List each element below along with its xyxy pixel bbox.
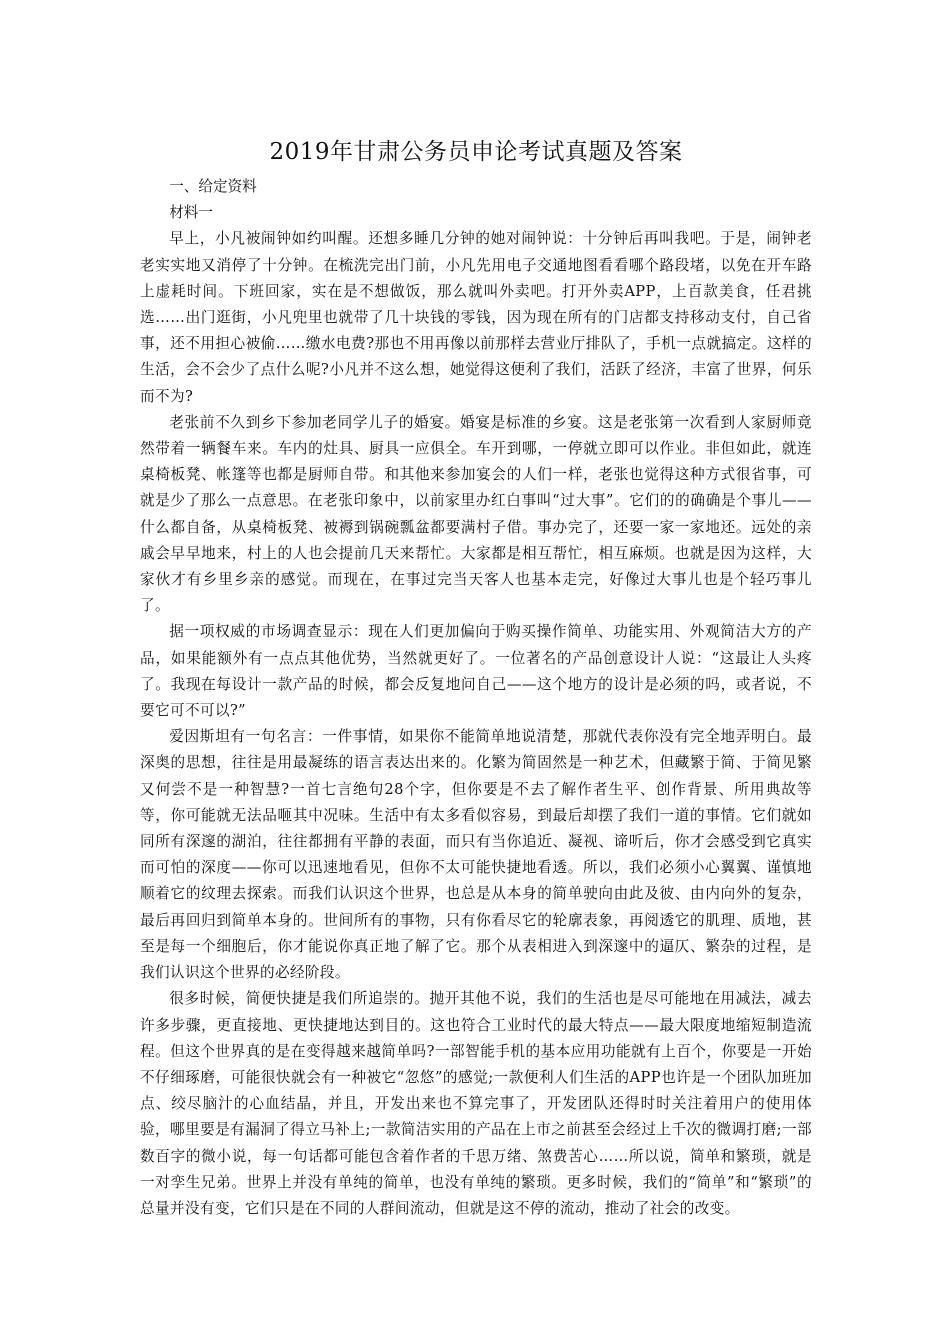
paragraph-einstein-quote: 爱因斯坦有一句名言：一件事情，如果你不能简单地说清楚，那就代表你没有完全地弄明白。最深奥的思想，往往是用最凝练的语言表达出来的。化繁为简固然是一种艺术，但藏繁于简、于简见繁又何尝不是一种智慧?一首七言绝句28个字，但你要是不去了解作者生平、创作背景、所用典故等等，你可能就无法品咂其中况味。生活中有太多看似容易，到最后却摆了我们一道的事情。它们就如同所有深邃的湖泊，往往都拥有平静的表面，而只有当你追近、凝视、谛听后，你才会感受到它真实而可怕的深度——你可以迅速地看见，但你不太可能快捷地看透。所以，我们必须小心翼翼、谨慎地顺着它的纹理去探索。而我们认识这个世界，也总是从本身的简单驶向由此及彼、由内向外的复杂，最后再回归到简单本身的。世间所有的事物，只有你看尽它的轮廓表象，再阅透它的肌理、质地，甚至是每一个细胞后，你才能说你真正地了解了它。那个从表相进入到深邃中的逼仄、繁杂的过程，是我们认识这个世界的必经阶段。: [140, 728, 812, 982]
paragraph-market-survey: 据一项权威的市场调查显示：现在人们更加偏向于购买操作简单、功能实用、外观简洁大方的产品，如果能额外有一点点其他优势，当然就更好了。一位著名的产品创意设计人说：“这最让人头疼了。我现在每设计一款产品的时候，都会反复地问自己——这个地方的设计是必须的吗，或者说，不要它可不可以?”: [140, 623, 812, 720]
document-page: [140, 132, 812, 1222]
document-title: 2019年甘肃公务员申论考试真题及答案: [269, 139, 683, 165]
paragraph-simplicity-complexity: 很多时候，简便快捷是我们所追崇的。抛开其他不说，我们的生活也是尽可能地在用减法，减去许多步骤，更直接地、更快捷地达到目的。这也符合工业时代的最大特点——最大限度地缩短制造流程。但这个世界真的是在变得越来越简单吗?一部智能手机的基本应用功能就有上百个，你要是一开始不仔细琢磨，可能很快就会有一种被它“忽悠”的感觉;一款便利人们生活的APP也许是一个团队加班加点、绞尽脑汁的心血结晶，并且，开发出来也不算完事了，开发团队还得时时关注着用户的使用体验，哪里要是有漏洞了得立马补上;一款简洁实用的产品在上市之前甚至会经过上千次的微调打磨;一部数百字的微小说，每一句话都可能包含着作者的千思万绪、煞费苦心……所以说，简单和繁琐，就是一对孪生兄弟。世界上并没有单纯的简单，也没有单纯的繁琐。更多时候，我们的“简单”和“繁琐”的总量并没有变，它们只是在不同的人群间流动，但就是这不停的流动，推动了社会的改变。: [140, 990, 812, 1217]
section-heading: 一、给定资料: [169, 178, 257, 195]
paragraph-morning-routine: 早上，小凡被闹钟如约叫醒。还想多睡几分钟的她对闹钟说：十分钟后再叫我吧。于是，闹钟老老实实地又消停了十分钟。在梳洗完出门前，小凡先用电子交通地图看看哪个路段堵，以免在开车路上虚耗时间。下班回家，实在是不想做饭，那么就叫外卖吧。打开外卖APP，上百款美食，任君挑选……出门逛街，小凡兜里也就带了几十块钱的零钱，因为现在所有的门店都支持移动支付，自己省事，还不用担心被偷……缴水电费?那也不用再像以前那样去营业厅排队了，手机一点就搞定。这样的生活，会不会少了点什么呢?小凡并不这么想，她觉得这便利了我们，活跃了经济，丰富了世界，何乐而不为?: [140, 230, 812, 405]
paragraph-village-wedding: 老张前不久到乡下参加老同学儿子的婚宴。婚宴是标准的乡宴。这是老张第一次看到人家厨师竟然带着一辆餐车来。车内的灶具、厨具一应俱全。车开到哪，一停就立即可以作业。非但如此，就连桌椅板凳、帐篷等也都是厨师自带。和其他来参加宴会的人们一样，老张也觉得这种方式很省事，可就是少了那么一点意思。在老张印象中，以前家里办红白事叫“过大事”。它们的的确确是个事儿——什么都自备，从桌椅板凳、被褥到锅碗瓢盆都要满村子借。事办完了，还要一家一家地还。远处的亲戚会早早地来，村上的人也会提前几天来帮忙。大家都是相互帮忙，相互麻烦。也就是因为这样，大家伙才有乡里乡亲的感觉。而现在，在事过完当天客人也基本走完，好像过大事儿也是个轻巧事儿了。: [140, 413, 812, 615]
material-label: 材料一: [169, 204, 213, 222]
